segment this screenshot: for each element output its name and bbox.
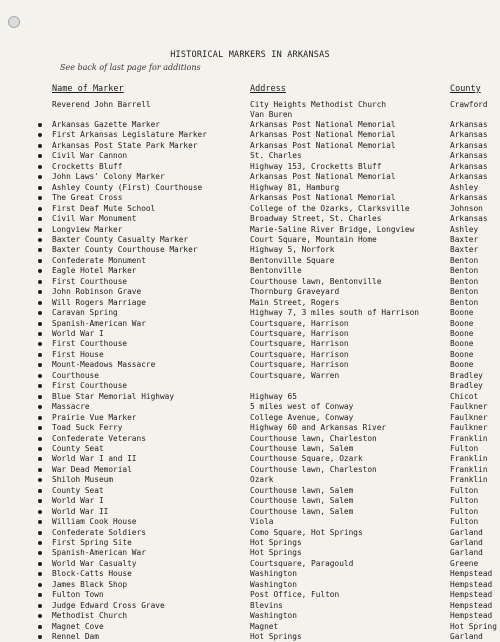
marker-name: World War I [52, 496, 104, 506]
marker-name: Arkansas Post State Park Marker [52, 140, 198, 150]
binder-hole [8, 16, 20, 28]
marker-address: 5 miles west of Conway [250, 402, 354, 412]
marker-county: Greene [450, 558, 479, 568]
tick-mark [38, 384, 42, 388]
tick-mark [38, 468, 42, 472]
marker-name: Courthouse [52, 370, 99, 380]
marker-county: Boone [450, 349, 474, 359]
tick-mark [38, 374, 42, 378]
tick-mark [38, 489, 42, 493]
table-row [0, 423, 500, 433]
marker-name: John Robinson Grave [52, 287, 142, 297]
table-row [0, 287, 500, 297]
marker-address: Hot Springs [250, 632, 302, 642]
table-row [0, 392, 500, 402]
marker-name: World War I [52, 329, 104, 338]
table-row [0, 434, 500, 444]
marker-address: Courthouse lawn, Bentonville [250, 276, 382, 286]
marker-county: Bradley [450, 381, 483, 391]
marker-address: Highway 5, Norfork [250, 245, 335, 255]
marker-address: St. Charles [250, 151, 302, 161]
tick-mark [38, 123, 42, 127]
tick-mark [38, 207, 42, 211]
table-row [0, 141, 500, 151]
marker-county: Ashley [450, 182, 479, 192]
marker-address: Courthouse lawn, Salem [250, 496, 354, 506]
marker-county: Fulton [450, 443, 479, 453]
table-row [0, 622, 500, 632]
marker-address: Highway 81, Hamburg [250, 182, 340, 192]
marker-county: Benton [450, 276, 479, 286]
marker-address: Main Street, Rogers [250, 297, 340, 307]
address-subline: Van Buren [250, 110, 293, 119]
marker-county: Hempstead [450, 579, 493, 589]
marker-name: John Laws' Colony Marker [52, 172, 165, 182]
table-row [0, 569, 500, 579]
marker-county: Benton [450, 266, 479, 276]
marker-name: Blue Star Memorial Highway [52, 391, 175, 401]
table-row [0, 465, 500, 475]
marker-address: Washington [250, 579, 297, 589]
table-row [0, 204, 500, 214]
marker-name: Rennel Dam [52, 632, 99, 642]
marker-name: Civil War Cannon [52, 151, 128, 161]
marker-address: Post Office, Fulton [250, 590, 340, 600]
table-row [0, 183, 500, 193]
marker-address: Courthouse lawn, Salem [250, 485, 354, 495]
marker-address: Hot Springs [250, 548, 302, 558]
marker-address: Courtsquare, Harrison [250, 339, 349, 349]
marker-county: Franklin [450, 464, 488, 474]
marker-name: First Courthouse [52, 381, 128, 391]
marker-county: Faulkner [450, 412, 488, 422]
marker-address: Viola [250, 517, 274, 527]
marker-name: First Spring Site [52, 538, 132, 547]
marker-county: Garland [450, 538, 483, 547]
table-row [0, 277, 500, 287]
table-row [0, 611, 500, 621]
marker-county: Faulkner [450, 402, 488, 412]
marker-address: Highway 7, 3 miles south of Harrison [250, 308, 419, 318]
table-row [0, 402, 500, 412]
marker-name: James Black Shop [52, 579, 128, 589]
marker-address: Courthouse lawn, Salem [250, 443, 354, 453]
marker-name: Methodist Church [52, 611, 128, 621]
marker-county: Johnson [450, 203, 483, 213]
marker-county: Fulton [450, 506, 479, 516]
tick-mark [38, 154, 42, 158]
tick-mark [38, 186, 42, 190]
marker-address: Courthouse lawn, Salem [250, 506, 354, 516]
marker-county: Arkansas [450, 172, 488, 182]
marker-address: Highway 65 [250, 391, 297, 401]
document-title: HISTORICAL MARKERS IN ARKANSAS [170, 50, 330, 60]
marker-name: Prairie Vue Marker [52, 412, 137, 422]
marker-name: Block-Catts House [52, 569, 132, 579]
marker-address: Courtsquare, Harrison [250, 318, 349, 328]
marker-county: Benton [450, 255, 479, 265]
marker-address: Como Square, Hot Springs [250, 527, 363, 537]
marker-address: Ozark [250, 475, 274, 485]
tick-mark [38, 562, 42, 566]
header-name: Name of Marker [52, 84, 124, 94]
marker-name: Massacre [52, 402, 90, 412]
marker-name: Magnet Cove [52, 621, 104, 631]
marker-county: Hot Spring [450, 621, 497, 631]
marker-address: Highway 153, Crocketts Bluff [250, 161, 382, 171]
table-row [0, 100, 500, 110]
table-row [0, 130, 500, 140]
table-row [0, 548, 500, 558]
marker-address: College of the Ozarks, Clarksville [250, 203, 410, 213]
marker-county: Franklin [450, 454, 488, 464]
tick-mark [38, 342, 42, 346]
marker-county: Boone [450, 318, 474, 328]
table-row [0, 632, 500, 642]
tick-mark [38, 165, 42, 169]
marker-county: Boone [450, 360, 474, 370]
tick-mark [38, 531, 42, 535]
tick-mark [38, 144, 42, 148]
marker-name: Fulton Town [52, 590, 104, 600]
marker-name: Confederate Veterans [52, 433, 146, 443]
marker-county: Baxter [450, 234, 479, 244]
marker-county: Chicot [450, 391, 479, 401]
marker-county: Crawford [450, 100, 488, 109]
marker-address: Court Square, Mountain Home [250, 234, 377, 244]
marker-address: Courtsquare, Harrison [250, 329, 349, 338]
marker-county: Hempstead [450, 590, 493, 600]
table-row [0, 256, 500, 266]
marker-name: The Great Cross [52, 193, 123, 203]
marker-name: Shiloh Museum [52, 475, 114, 485]
tick-mark [38, 499, 42, 503]
marker-name: Civil War Monument [52, 214, 137, 224]
tick-mark [38, 322, 42, 326]
marker-address: Broadway Street, St. Charles [250, 214, 382, 224]
table-row [0, 339, 500, 349]
marker-address: City Heights Methodist Church [250, 100, 387, 109]
header-address: Address [250, 84, 286, 94]
marker-county: Arkansas [450, 214, 488, 224]
marker-county: Franklin [450, 475, 488, 485]
marker-address: Courthouse lawn, Charleston [250, 433, 377, 443]
table-row [0, 298, 500, 308]
marker-county: Hempstead [450, 611, 493, 621]
marker-county: Arkansas [450, 161, 488, 171]
tick-mark [38, 572, 42, 576]
marker-name: First House [52, 349, 104, 359]
tick-mark [38, 290, 42, 294]
marker-address: Arkansas Post National Memorial [250, 172, 396, 182]
marker-name: Baxter County Casualty Marker [52, 234, 189, 244]
marker-name: First Arkansas Legislature Marker [52, 130, 207, 140]
marker-name: Will Rogers Marriage [52, 297, 146, 307]
marker-county: Boone [450, 308, 474, 318]
marker-county: Garland [450, 527, 483, 537]
marker-name: County Seat [52, 443, 104, 453]
table-row [0, 528, 500, 538]
table-row [0, 381, 500, 391]
marker-address: Courtsquare, Harrison [250, 349, 349, 359]
marker-county: Fulton [450, 517, 479, 527]
table-row [0, 517, 500, 527]
tick-mark [38, 604, 42, 608]
marker-address: Marie-Saline River Bridge, Longview [250, 224, 415, 234]
marker-name: Eagle Hotel Marker [52, 266, 137, 276]
tick-mark [38, 301, 42, 305]
header-county: County [450, 84, 481, 94]
table-row [0, 496, 500, 506]
marker-address: Courtsquare, Paragould [250, 558, 354, 568]
marker-address: Courthouse lawn, Charleston [250, 464, 377, 474]
table-row [0, 475, 500, 485]
marker-county: Benton [450, 287, 479, 297]
tick-mark [38, 520, 42, 524]
marker-county: Arkansas [450, 140, 488, 150]
table-row [0, 172, 500, 182]
marker-name: Longview Marker [52, 224, 123, 234]
table-row [0, 214, 500, 224]
table-row [0, 193, 500, 203]
table-row [0, 329, 500, 339]
marker-name: First Courthouse [52, 276, 128, 286]
marker-name: World War II [52, 506, 109, 516]
marker-county: Hempstead [450, 569, 493, 579]
tick-mark [38, 426, 42, 430]
tick-mark [38, 363, 42, 367]
table-row [0, 225, 500, 235]
table-row [0, 538, 500, 548]
tick-mark [38, 405, 42, 409]
table-row [0, 507, 500, 517]
marker-county: Garland [450, 548, 483, 558]
marker-address: Arkansas Post National Memorial [250, 193, 396, 203]
marker-county: Arkansas [450, 130, 488, 140]
marker-name: Caravan Spring [52, 308, 118, 318]
marker-name: Judge Edward Cross Grave [52, 600, 165, 610]
marker-county: Faulkner [450, 423, 488, 433]
tick-mark [38, 228, 42, 232]
marker-county: Boone [450, 329, 474, 338]
table-row [0, 319, 500, 329]
marker-address: Washington [250, 569, 297, 579]
handwritten-note: See back of last page for additions [60, 63, 201, 72]
table-row [0, 120, 500, 130]
tick-mark [38, 625, 42, 629]
tick-mark [38, 395, 42, 399]
marker-county: Hempstead [450, 600, 493, 610]
tick-mark [38, 593, 42, 597]
tick-mark [38, 447, 42, 451]
marker-county: Fulton [450, 485, 479, 495]
table-row [0, 601, 500, 611]
marker-name: Spanish-American War [52, 548, 146, 558]
tick-mark [38, 311, 42, 315]
marker-address: Bentonville Square [250, 255, 335, 265]
table-row [0, 308, 500, 318]
tick-mark [38, 217, 42, 221]
tick-mark [38, 332, 42, 336]
table-row [0, 151, 500, 161]
marker-county: Baxter [450, 245, 479, 255]
marker-address: Magnet [250, 621, 279, 631]
marker-name: World War Casualty [52, 558, 137, 568]
tick-mark [38, 416, 42, 420]
tick-mark [38, 541, 42, 545]
table-row [0, 486, 500, 496]
marker-county: Franklin [450, 433, 488, 443]
tick-mark [38, 175, 42, 179]
marker-county: Benton [450, 297, 479, 307]
marker-address: Arkansas Post National Memorial [250, 140, 396, 150]
table-row [0, 350, 500, 360]
tick-mark [38, 259, 42, 263]
table-row [0, 162, 500, 172]
table-row [0, 580, 500, 590]
marker-name: Confederate Soldiers [52, 527, 146, 537]
table-row [0, 266, 500, 276]
tick-mark [38, 133, 42, 137]
marker-name: Toad Suck Ferry [52, 423, 123, 433]
table-row [0, 235, 500, 245]
table-row [0, 360, 500, 370]
marker-county: Boone [450, 339, 474, 349]
tick-mark [38, 196, 42, 200]
marker-name: Ashley County (First) Courthouse [52, 182, 203, 192]
marker-address: Courtsquare, Harrison [250, 360, 349, 370]
marker-county: Arkansas [450, 193, 488, 203]
marker-county: Arkansas [450, 120, 488, 129]
tick-mark [38, 635, 42, 639]
marker-county: Arkansas [450, 151, 488, 161]
tick-mark [38, 269, 42, 273]
marker-name: First Courthouse [52, 339, 128, 349]
marker-address: Courthouse Square, Ozark [250, 454, 363, 464]
marker-name: Baxter County Courthouse Marker [52, 245, 198, 255]
marker-name: Crocketts Bluff [52, 161, 123, 171]
marker-name: William Cook House [52, 517, 137, 527]
marker-name: Reverend John Barrell [52, 100, 151, 109]
marker-address: Blevins [250, 600, 283, 610]
tick-mark [38, 457, 42, 461]
marker-address: Washington [250, 611, 297, 621]
tick-mark [38, 551, 42, 555]
marker-name: Spanish-American War [52, 318, 146, 328]
tick-mark [38, 248, 42, 252]
marker-address: Courtsquare, Warren [250, 370, 340, 380]
marker-county: Garland [450, 632, 483, 642]
marker-address: Highway 60 and Arkansas River [250, 423, 387, 433]
marker-name: Mount-Meadows Massacre [52, 360, 156, 370]
table-row [0, 444, 500, 454]
marker-county: Fulton [450, 496, 479, 506]
marker-address: Thornburg Graveyard [250, 287, 340, 297]
marker-name: Confederate Monument [52, 255, 146, 265]
marker-address: Bentonville [250, 266, 302, 276]
table-row [0, 413, 500, 423]
marker-name: Arkansas Gazette Marker [52, 120, 160, 129]
marker-address: Arkansas Post National Memorial [250, 130, 396, 140]
tick-mark [38, 510, 42, 514]
tick-mark [38, 238, 42, 242]
marker-county: Ashley [450, 224, 479, 234]
tick-mark [38, 614, 42, 618]
marker-address: Hot Springs [250, 538, 302, 547]
tick-mark [38, 478, 42, 482]
table-row [0, 245, 500, 255]
tick-mark [38, 353, 42, 357]
marker-name: First Deaf Mute School [52, 203, 156, 213]
marker-county: Bradley [450, 370, 483, 380]
marker-name: County Seat [52, 485, 104, 495]
marker-address: Arkansas Post National Memorial [250, 120, 396, 129]
marker-name: War Dead Memorial [52, 464, 132, 474]
table-row [0, 454, 500, 464]
marker-name: World War I and II [52, 454, 137, 464]
tick-mark [38, 583, 42, 587]
marker-address: College Avenue, Conway [250, 412, 354, 422]
table-row [0, 590, 500, 600]
tick-mark [38, 280, 42, 284]
table-row [0, 371, 500, 381]
tick-mark [38, 437, 42, 441]
table-row [0, 559, 500, 569]
